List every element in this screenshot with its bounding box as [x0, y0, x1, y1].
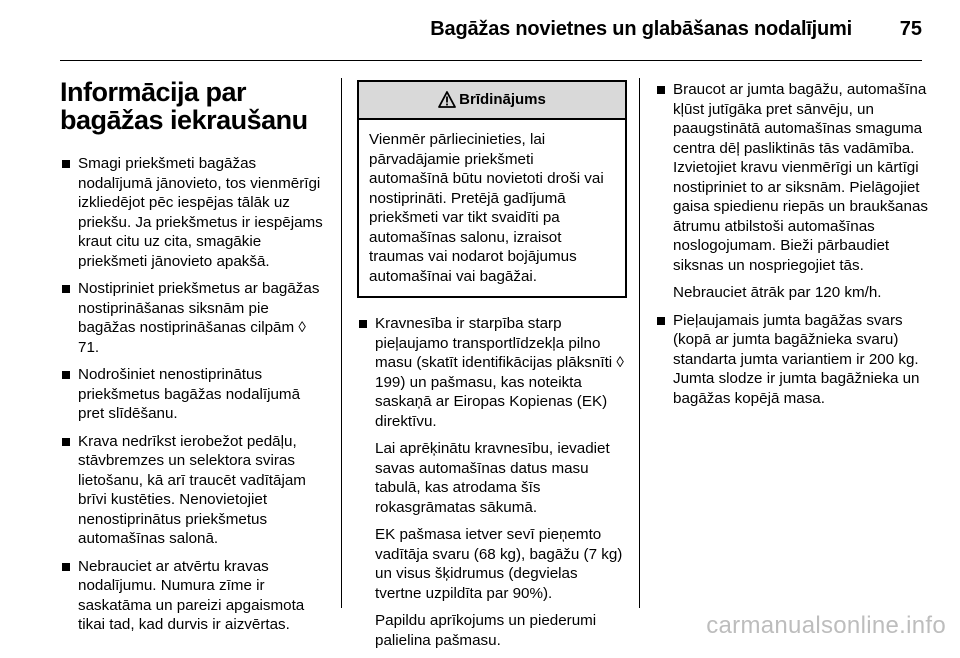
page-number: 75: [899, 18, 922, 40]
list-item: Krava nedrīkst ierobežot pedāļu, stāvbremzes un selektora sviras lietošanu, kā arī traucēt vadītājam brīvi kustēties. Nenovietojiet nenostiprinātus priekšmetus automašīnas salonā.: [60, 432, 330, 549]
column-divider-2: [639, 78, 640, 608]
paragraph: EK pašmasa ietver sevī pieņemto vadītāja svaru (68 kg), bagāžu (7 kg) un visus šķidrumus (degvielas tvertne uzpildīta par 90%).: [375, 526, 623, 602]
warning-title: Brīdinājums: [459, 91, 546, 108]
paragraph: Lai aprēķinātu kravnesību, ievadiet savas automašīnas datus masu tabulā, kas atrodama šīs rokasgrāmatas sākumā.: [375, 440, 610, 516]
paragraph: Papildu aprīkojums un piederumi palielina pašmasu.: [375, 612, 597, 649]
loading-tips-list: [60, 154, 330, 635]
warning-triangle-icon: [438, 86, 456, 122]
section-title: Informācija par bagāžas iekraušanu: [60, 77, 308, 135]
list-item: Nostipriniet priekšmetus ar bagāžas nostiprināšanas siksnām pie bagāžas nostiprināšanas cilpām ◊ 71.: [60, 279, 330, 357]
paragraph: Kravnesība ir starpība starp pieļaujamo transportlīdzekļa pilno masu (skatīt identifikācijas plāksnīti ◊ 199) un pašmasu, kas noteikta saskaņā ar Eiropas Kopienas (EK) direktīvu.: [375, 315, 624, 430]
header-title: Bagāžas novietnes un glabāšanas nodalījumi: [430, 18, 852, 40]
list-item: [357, 314, 627, 650]
list-item: Nodrošiniet nenostiprinātus priekšmetus bagāžas nodalījumā pret slīdēšanu.: [60, 365, 330, 424]
header-rule: [60, 60, 922, 61]
watermark: carmanualsonline.info: [706, 612, 946, 639]
column-1: [60, 78, 330, 643]
list-item: Nebrauciet ar atvērtu kravas nodalījumu. Numura zīme ir saskatāma un pareizi apgaismota tikai tad, kad durvis ir aizvērtas.: [60, 557, 330, 635]
payload-list: [357, 314, 627, 650]
page-header: [0, 0, 960, 60]
column-3: [655, 80, 930, 416]
list-item: Smagi priekšmeti bagāžas nodalījumā jānovieto, tos vienmērīgi izkliedējot pēc iespējas tālāk uz priekšu. Ja priekšmetus ir iespējams kraut citu uz cita, smagākie priekšmeti jānovieto apakšā.: [60, 154, 330, 271]
list-item: [655, 80, 930, 303]
column-2: [357, 80, 627, 658]
list-item: [655, 311, 930, 409]
column-divider-1: [341, 78, 342, 608]
roof-load-list: [655, 80, 930, 408]
warning-box: [357, 80, 627, 298]
warning-text: Vienmēr pārliecinieties, lai pārvadājamie priekšmeti automašīnā būtu novietoti droši vai nostiprināti. Pretējā gadījumā priekšmeti var tikt svaidīti pa automašīnas salonu, izraisot traumas vai nodarot bojājumus automašīnai vai bagāžai.: [369, 131, 604, 285]
paragraph: Nebrauciet ātrāk par 120 km/h.: [673, 284, 882, 301]
paragraph: Braucot ar jumta bagāžu, automašīna kļūst jutīgāka pret sānvēju, un paaugstinātā automašīnas smaguma centra dēļ pasliktinās tās vadāmība. Izvietojiet kravu vienmērīgi un kārtīgi nostipriniet to ar siksnām. Pielāgojiet gaisa spiedienu riepās un braukšanas ātrumu atbilstoši automašīnas noslogojumam. Bieži pārbaudiet siksnas un nospriegojiet tās.: [673, 81, 928, 274]
paragraph: Pieļaujamais jumta bagāžas svars (kopā ar jumta bagāžnieka svaru) standarta jumta variantiem ir 200 kg. Jumta slodze ir jumta bagāžnieka un bagāžas kopējā masa.: [673, 311, 920, 407]
warning-header: [359, 82, 625, 120]
